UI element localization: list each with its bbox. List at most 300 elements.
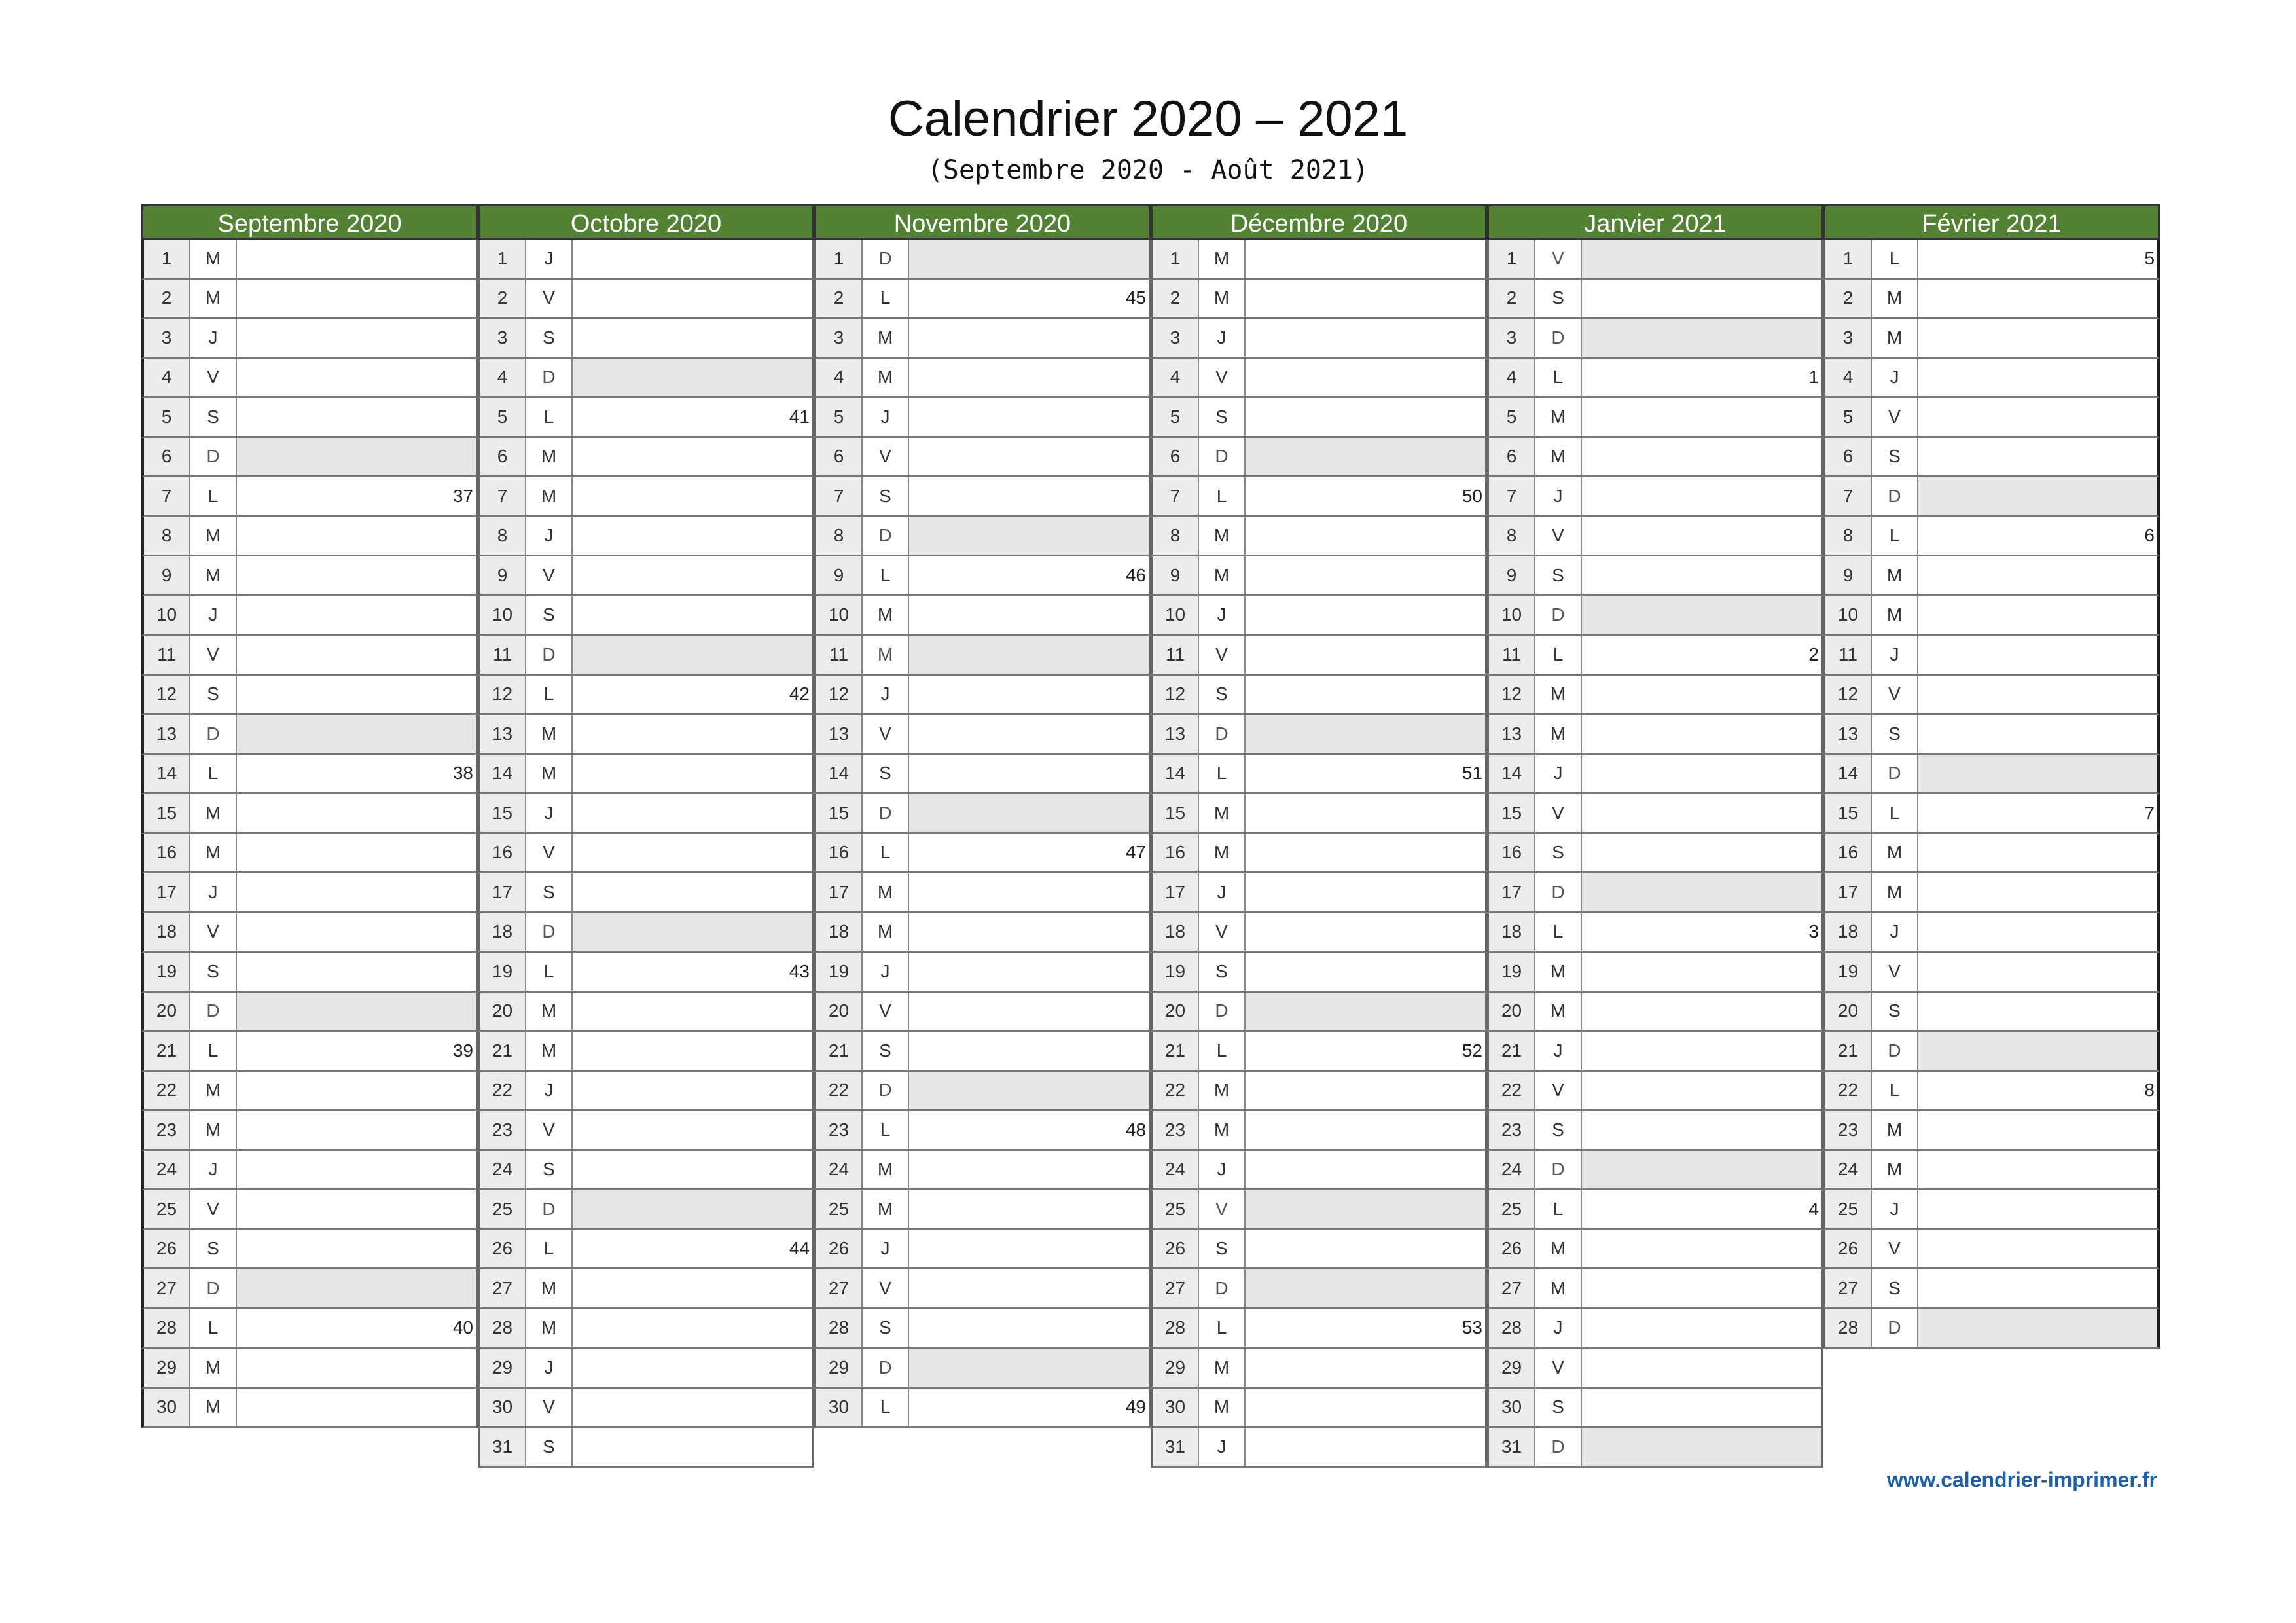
day-number: 1 [1825,240,1872,278]
weekday-letter: V [190,913,237,951]
weekday-letter: L [1199,1309,1246,1347]
day-number: 9 [480,556,526,594]
weekday-letter: J [863,953,909,991]
day-row [478,636,814,676]
day-number: 1 [480,240,526,278]
weekday-letter: J [1199,1428,1246,1466]
weekday-letter: L [526,676,573,714]
week-number [1246,676,1485,714]
week-number [237,1269,476,1307]
day-number: 10 [1153,596,1199,634]
week-number [1582,1309,1821,1347]
day-number: 24 [816,1151,863,1189]
day-row [814,834,1151,874]
week-number [1582,834,1821,872]
weekday-letter: M [1872,1111,1918,1149]
day-row [814,1032,1151,1072]
week-number [573,1072,812,1110]
day-number: 19 [144,953,190,991]
weekday-letter: M [1535,715,1582,753]
week-number [1918,319,2157,357]
day-row [1151,1151,1487,1191]
week-number: 1 [1808,367,1819,388]
day-row [814,477,1151,517]
weekday-letter: S [1535,1111,1582,1149]
day-row [1151,280,1487,319]
weekday-letter: J [526,517,573,555]
day-number: 10 [480,596,526,634]
day-number: 28 [480,1309,526,1347]
day-number: 9 [1153,556,1199,594]
week-number [909,398,1149,436]
weekday-letter: D [1535,873,1582,911]
weekday-letter: S [526,1151,573,1189]
day-row [478,873,814,913]
day-row [814,596,1151,636]
day-number: 11 [1825,636,1872,674]
day-row [1487,1072,1823,1112]
day-number: 14 [480,755,526,793]
day-number: 14 [144,755,190,793]
day-number: 25 [144,1190,190,1228]
week-number: 45 [1125,287,1146,308]
day-row [814,873,1151,913]
day-number: 27 [480,1269,526,1307]
day-row [1823,676,2160,716]
weekday-letter: D [190,993,237,1030]
week-number [573,1349,812,1387]
week-number: 41 [789,406,810,427]
weekday-letter: J [1535,1309,1582,1347]
weekday-letter: S [1872,438,1918,476]
day-row [478,319,814,359]
day-row [141,873,478,913]
day-number: 6 [1489,438,1535,476]
day-row [1487,319,1823,359]
day-number: 28 [144,1309,190,1347]
day-number: 11 [1489,636,1535,674]
day-row [1151,240,1487,280]
weekday-letter: M [863,596,909,634]
weekday-letter: V [1199,1190,1246,1228]
day-number: 8 [480,517,526,555]
day-number: 9 [816,556,863,594]
weekday-letter: D [1872,1032,1918,1070]
week-number [237,913,476,951]
weekday-letter: S [526,1428,573,1466]
day-row [1487,913,1823,953]
day-number: 3 [816,319,863,357]
weekday-letter: S [1872,715,1918,753]
day-number: 16 [480,834,526,872]
day-row [1823,556,2160,596]
weekday-letter: L [1535,913,1582,951]
weekday-letter: D [863,794,909,832]
day-number: 6 [144,438,190,476]
day-row [1151,398,1487,438]
week-number [1246,1190,1485,1228]
day-number: 7 [1489,477,1535,515]
day-number: 29 [816,1349,863,1387]
weekday-letter: L [1535,636,1582,674]
weekday-letter: M [1872,596,1918,634]
day-number: 16 [1489,834,1535,872]
day-row [478,240,814,280]
week-number [1918,438,2157,476]
week-number: 7 [2144,802,2155,823]
weekday-letter: M [863,1190,909,1228]
day-number: 3 [1825,319,1872,357]
website-link[interactable]: www.calendrier-imprimer.fr [1886,1468,2157,1491]
day-row [1487,1428,1823,1468]
day-row [1823,1151,2160,1191]
week-number [237,1111,476,1149]
week-number [237,517,476,555]
weekday-letter: M [863,913,909,951]
weekday-letter: J [190,1151,237,1189]
day-row [814,794,1151,834]
day-number: 7 [1825,477,1872,515]
week-number [1582,1389,1821,1427]
day-number: 12 [1489,676,1535,714]
week-number [909,359,1149,397]
weekday-letter: M [1199,1349,1246,1387]
day-number: 8 [1153,517,1199,555]
day-row [814,556,1151,596]
week-number [909,1032,1149,1070]
day-row [141,1269,478,1309]
weekday-letter: M [1872,319,1918,357]
weekday-letter: L [1872,517,1918,555]
weekday-letter: D [1199,715,1246,753]
week-number [1582,477,1821,515]
day-number: 4 [480,359,526,397]
day-number: 5 [144,398,190,436]
day-row [141,556,478,596]
weekday-letter: M [1872,556,1918,594]
day-number: 18 [816,913,863,951]
day-row [1487,873,1823,913]
day-number: 13 [144,715,190,753]
day-number: 12 [816,676,863,714]
day-number: 11 [480,636,526,674]
week-number [1918,1032,2157,1070]
weekday-letter: D [1199,1269,1246,1307]
day-number: 14 [1153,755,1199,793]
week-number [1582,953,1821,991]
week-number [1246,1072,1485,1110]
day-row [1487,556,1823,596]
weekday-letter: L [1535,359,1582,397]
day-number: 4 [144,359,190,397]
day-number: 29 [480,1349,526,1387]
weekday-letter: M [863,319,909,357]
week-number [1582,398,1821,436]
day-number: 1 [144,240,190,278]
week-number [1918,477,2157,515]
day-number: 6 [480,438,526,476]
week-number [909,913,1149,951]
day-row [141,1151,478,1191]
weekday-letter: M [190,556,237,594]
day-row [1823,1190,2160,1230]
weekday-letter: V [1872,676,1918,714]
day-number: 19 [1489,953,1535,991]
day-number: 22 [1825,1072,1872,1110]
day-number: 30 [1489,1389,1535,1427]
day-number: 16 [144,834,190,872]
day-row [141,834,478,874]
day-row [814,1230,1151,1270]
day-number: 11 [1153,636,1199,674]
day-row [1823,438,2160,478]
day-number: 24 [1489,1151,1535,1189]
day-number: 4 [816,359,863,397]
day-row [814,240,1151,280]
day-number: 15 [144,794,190,832]
day-number: 5 [480,398,526,436]
week-number [1918,1151,2157,1189]
week-number [573,1032,812,1070]
day-row [478,1428,814,1468]
week-number [1582,794,1821,832]
weekday-letter: S [526,873,573,911]
day-row [1487,359,1823,399]
week-number [1246,1389,1485,1427]
day-row [1487,636,1823,676]
day-row [1823,834,2160,874]
day-row [1823,636,2160,676]
day-number: 7 [1153,477,1199,515]
week-number [573,319,812,357]
day-number: 28 [1153,1309,1199,1347]
weekday-letter: M [863,1151,909,1189]
weekday-letter: L [1199,1032,1246,1070]
day-number: 26 [480,1230,526,1268]
day-row [478,517,814,557]
weekday-letter: S [863,477,909,515]
weekday-letter: V [1535,517,1582,555]
day-number: 10 [816,596,863,634]
day-row [1487,993,1823,1032]
weekday-letter: L [526,1230,573,1268]
weekday-letter: D [526,636,573,674]
weekday-letter: J [1535,477,1582,515]
day-row [814,438,1151,478]
day-number: 20 [144,993,190,1030]
week-number [1582,1269,1821,1307]
day-row [814,755,1151,795]
week-number [573,240,812,278]
week-number [1918,636,2157,674]
day-number: 23 [1825,1111,1872,1149]
day-row [814,1151,1151,1191]
weekday-letter: J [1199,873,1246,911]
day-row [1487,794,1823,834]
week-number [1582,596,1821,634]
day-row [1151,755,1487,795]
day-number: 26 [816,1230,863,1268]
week-number [573,1190,812,1228]
day-row [478,1072,814,1112]
day-row [1487,1151,1823,1191]
day-number: 20 [1825,993,1872,1030]
weekday-letter: J [1535,1032,1582,1070]
day-row [478,596,814,636]
week-number [237,794,476,832]
week-number [573,993,812,1030]
day-row [814,398,1151,438]
week-number [1246,1230,1485,1268]
day-number: 8 [1825,517,1872,555]
day-row [1151,1389,1487,1429]
month-header: Septembre 2020 [141,204,478,240]
weekday-letter: M [190,517,237,555]
weekday-letter: V [1535,1349,1582,1387]
weekday-letter: D [863,517,909,555]
day-number: 28 [1489,1309,1535,1347]
day-number: 9 [144,556,190,594]
day-number: 28 [1825,1309,1872,1347]
day-number: 22 [480,1072,526,1110]
weekday-letter: J [526,794,573,832]
week-number [1246,280,1485,318]
day-row [478,755,814,795]
weekday-letter: L [863,556,909,594]
day-number: 7 [480,477,526,515]
day-number: 26 [1489,1230,1535,1268]
day-number: 4 [1825,359,1872,397]
month-header: Novembre 2020 [814,204,1151,240]
week-number: 52 [1462,1040,1482,1061]
weekday-letter: M [1872,1151,1918,1189]
day-number: 13 [816,715,863,753]
weekday-letter: L [863,280,909,318]
week-number [1246,319,1485,357]
week-number [909,636,1149,674]
week-number [1582,280,1821,318]
day-row [814,1269,1151,1309]
day-number: 12 [144,676,190,714]
weekday-letter: V [863,715,909,753]
day-row [141,755,478,795]
week-number [237,1190,476,1228]
week-number [1246,596,1485,634]
weekday-letter: V [1872,1230,1918,1268]
weekday-letter: M [526,1269,573,1307]
day-number: 29 [1153,1349,1199,1387]
day-number: 5 [1153,398,1199,436]
weekday-letter: D [190,438,237,476]
weekday-letter: D [526,359,573,397]
weekday-letter: D [1535,1428,1582,1466]
day-number: 16 [1825,834,1872,872]
day-row [141,1230,478,1270]
day-row [1151,359,1487,399]
month-column [1487,204,1823,1468]
month-column [814,204,1151,1428]
day-number: 2 [1825,280,1872,318]
day-row [1487,755,1823,795]
day-row [478,1389,814,1429]
weekday-letter: M [190,834,237,872]
week-number: 37 [452,485,473,506]
day-row [141,715,478,755]
day-row [814,1389,1151,1429]
weekday-letter: D [1535,1151,1582,1189]
day-number: 9 [1825,556,1872,594]
day-number: 23 [1153,1111,1199,1149]
week-number [573,477,812,515]
week-number [1918,1230,2157,1268]
day-number: 24 [144,1151,190,1189]
day-row [1151,1111,1487,1151]
weekday-letter: M [1535,953,1582,991]
day-row [1151,873,1487,913]
week-number [909,477,1149,515]
week-number [1918,676,2157,714]
week-number [237,438,476,476]
day-number: 19 [1825,953,1872,991]
week-number [237,1389,476,1427]
week-number [1582,755,1821,793]
weekday-letter: M [1199,1072,1246,1110]
week-number [237,953,476,991]
week-number [1246,873,1485,911]
weekday-letter: V [190,359,237,397]
week-number [1918,913,2157,951]
day-row [478,1269,814,1309]
weekday-letter: J [1872,1190,1918,1228]
weekday-letter: M [526,1309,573,1347]
day-row [478,1230,814,1270]
week-number [237,1349,476,1387]
day-number: 31 [480,1428,526,1466]
week-number [237,1230,476,1268]
day-row [1151,319,1487,359]
weekday-letter: J [1535,755,1582,793]
week-number [1246,794,1485,832]
weekday-letter: J [190,873,237,911]
day-number: 3 [144,319,190,357]
day-row [478,1309,814,1349]
week-number [573,873,812,911]
day-number: 1 [1489,240,1535,278]
week-number [909,794,1149,832]
weekday-letter: M [190,280,237,318]
day-row [814,1190,1151,1230]
weekday-letter: D [863,240,909,278]
day-number: 15 [1825,794,1872,832]
month-column [1823,204,2160,1349]
weekday-letter: M [1199,794,1246,832]
day-row [1823,596,2160,636]
weekday-letter: D [1872,755,1918,793]
weekday-letter: V [1535,240,1582,278]
week-number [1246,993,1485,1030]
day-row [478,913,814,953]
weekday-letter: M [863,636,909,674]
weekday-letter: J [526,1072,573,1110]
weekday-letter: V [526,1389,573,1427]
weekday-letter: S [1199,676,1246,714]
week-number [237,676,476,714]
day-row [1151,1309,1487,1349]
day-row [1151,1349,1487,1389]
day-row [814,1309,1151,1349]
day-row [1487,1111,1823,1151]
weekday-letter: D [863,1349,909,1387]
